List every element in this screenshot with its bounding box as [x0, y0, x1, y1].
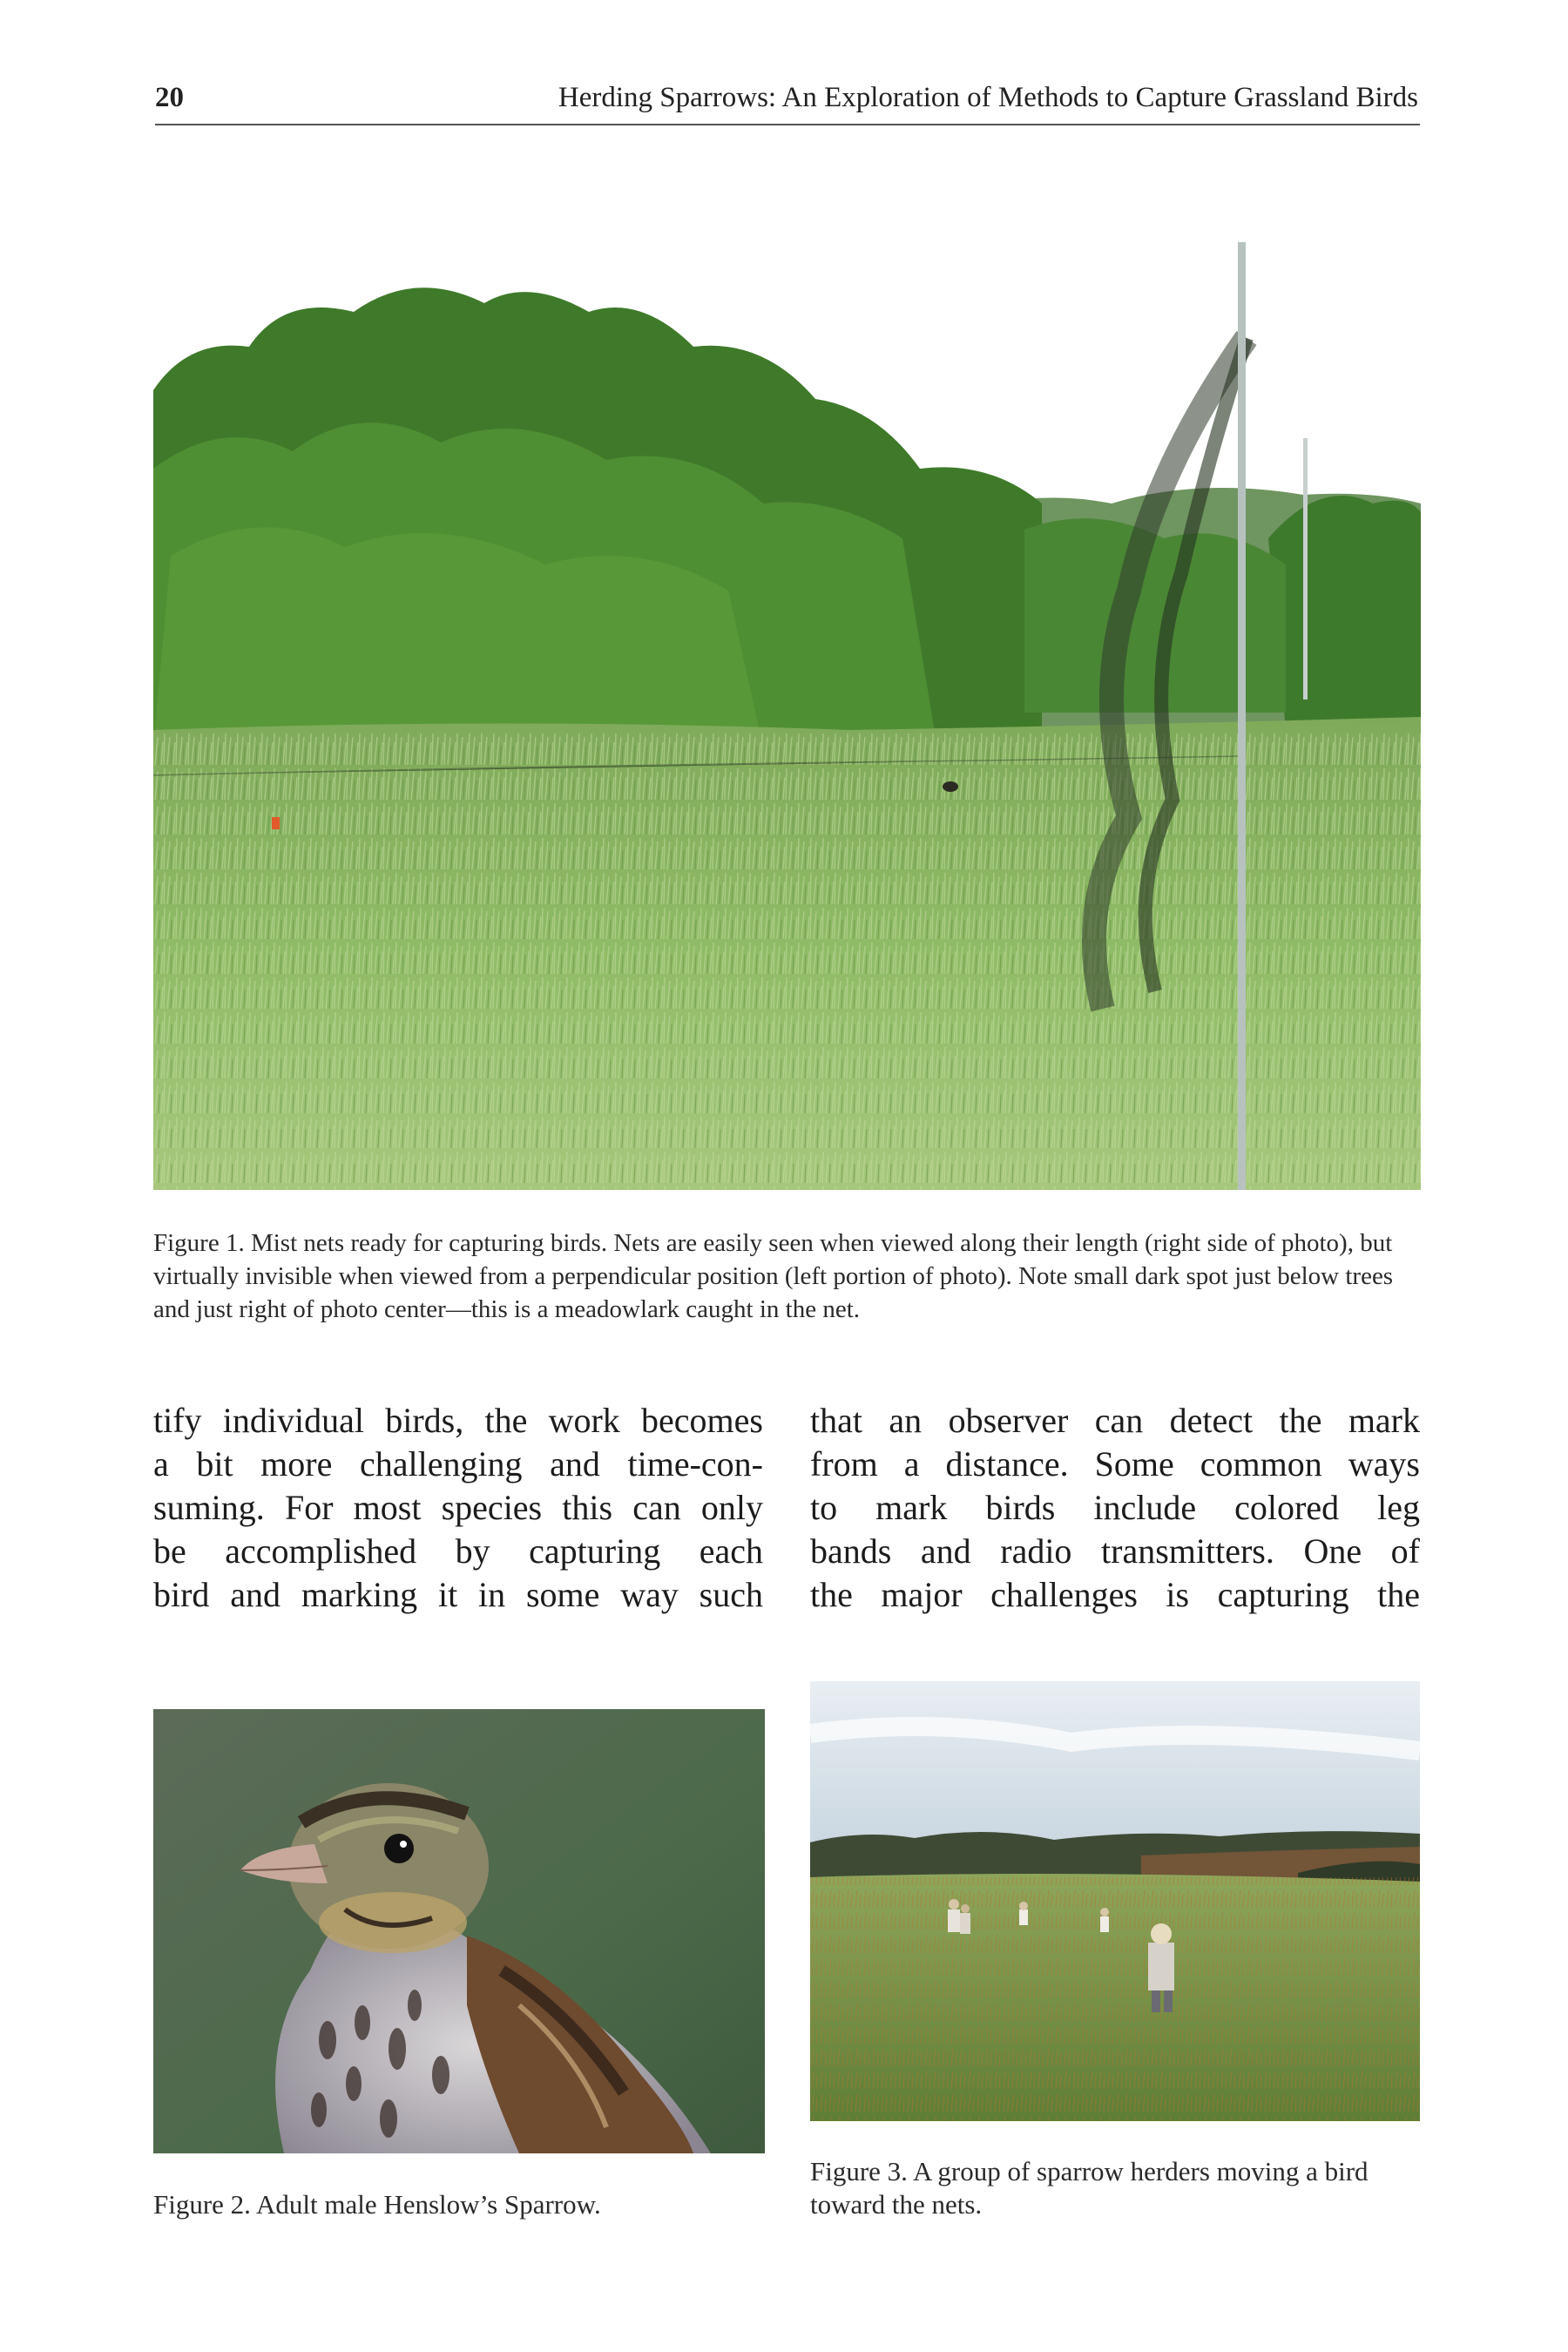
page-number: 20	[155, 82, 184, 113]
text-line: a bit more challenging and time-con-	[153, 1444, 763, 1484]
text-line: from a distance. Some common ways	[810, 1444, 1420, 1484]
running-title: Herding Sparrows: An Exploration of Methods to Capture Grassland Birds	[558, 82, 1418, 113]
body-text-right-column	[810, 1399, 1420, 1617]
figure-1-caption: Figure 1. Mist nets ready for capturing birds. Nets are easily seen when viewed along their length (right side of photo), but virtually invisible when viewed from a perpendicular position (left portion of photo). Note small dark spot just below trees and just right of photo center—this is a meadowlark caught in the net.	[153, 1229, 1394, 1323]
text-line: suming. For most species this can only	[153, 1488, 763, 1527]
text-line: to mark birds include colored leg	[810, 1488, 1420, 1527]
figure-3-photo	[810, 1681, 1420, 2121]
text-line: bird and marking it in some way such	[153, 1575, 763, 1614]
figure-2-photo	[153, 1709, 765, 2153]
text-line: bands and radio transmitters. One of	[810, 1531, 1420, 1571]
figure-1-photo	[153, 242, 1421, 1190]
text-line: the major challenges is capturing the	[810, 1575, 1420, 1614]
body-text-left-column	[153, 1399, 763, 1617]
text-line: tify individual birds, the work becomes	[153, 1401, 763, 1440]
text-line: be accomplished by capturing each	[153, 1531, 763, 1571]
text-line: that an observer can detect the mark	[810, 1401, 1420, 1440]
header-rule	[155, 124, 1420, 125]
figure-3-caption: Figure 3. A group of sparrow herders moving a bird toward the nets.	[810, 2156, 1369, 2220]
figure-2-caption: Figure 2. Adult male Henslow’s Sparrow.	[153, 2189, 601, 2220]
